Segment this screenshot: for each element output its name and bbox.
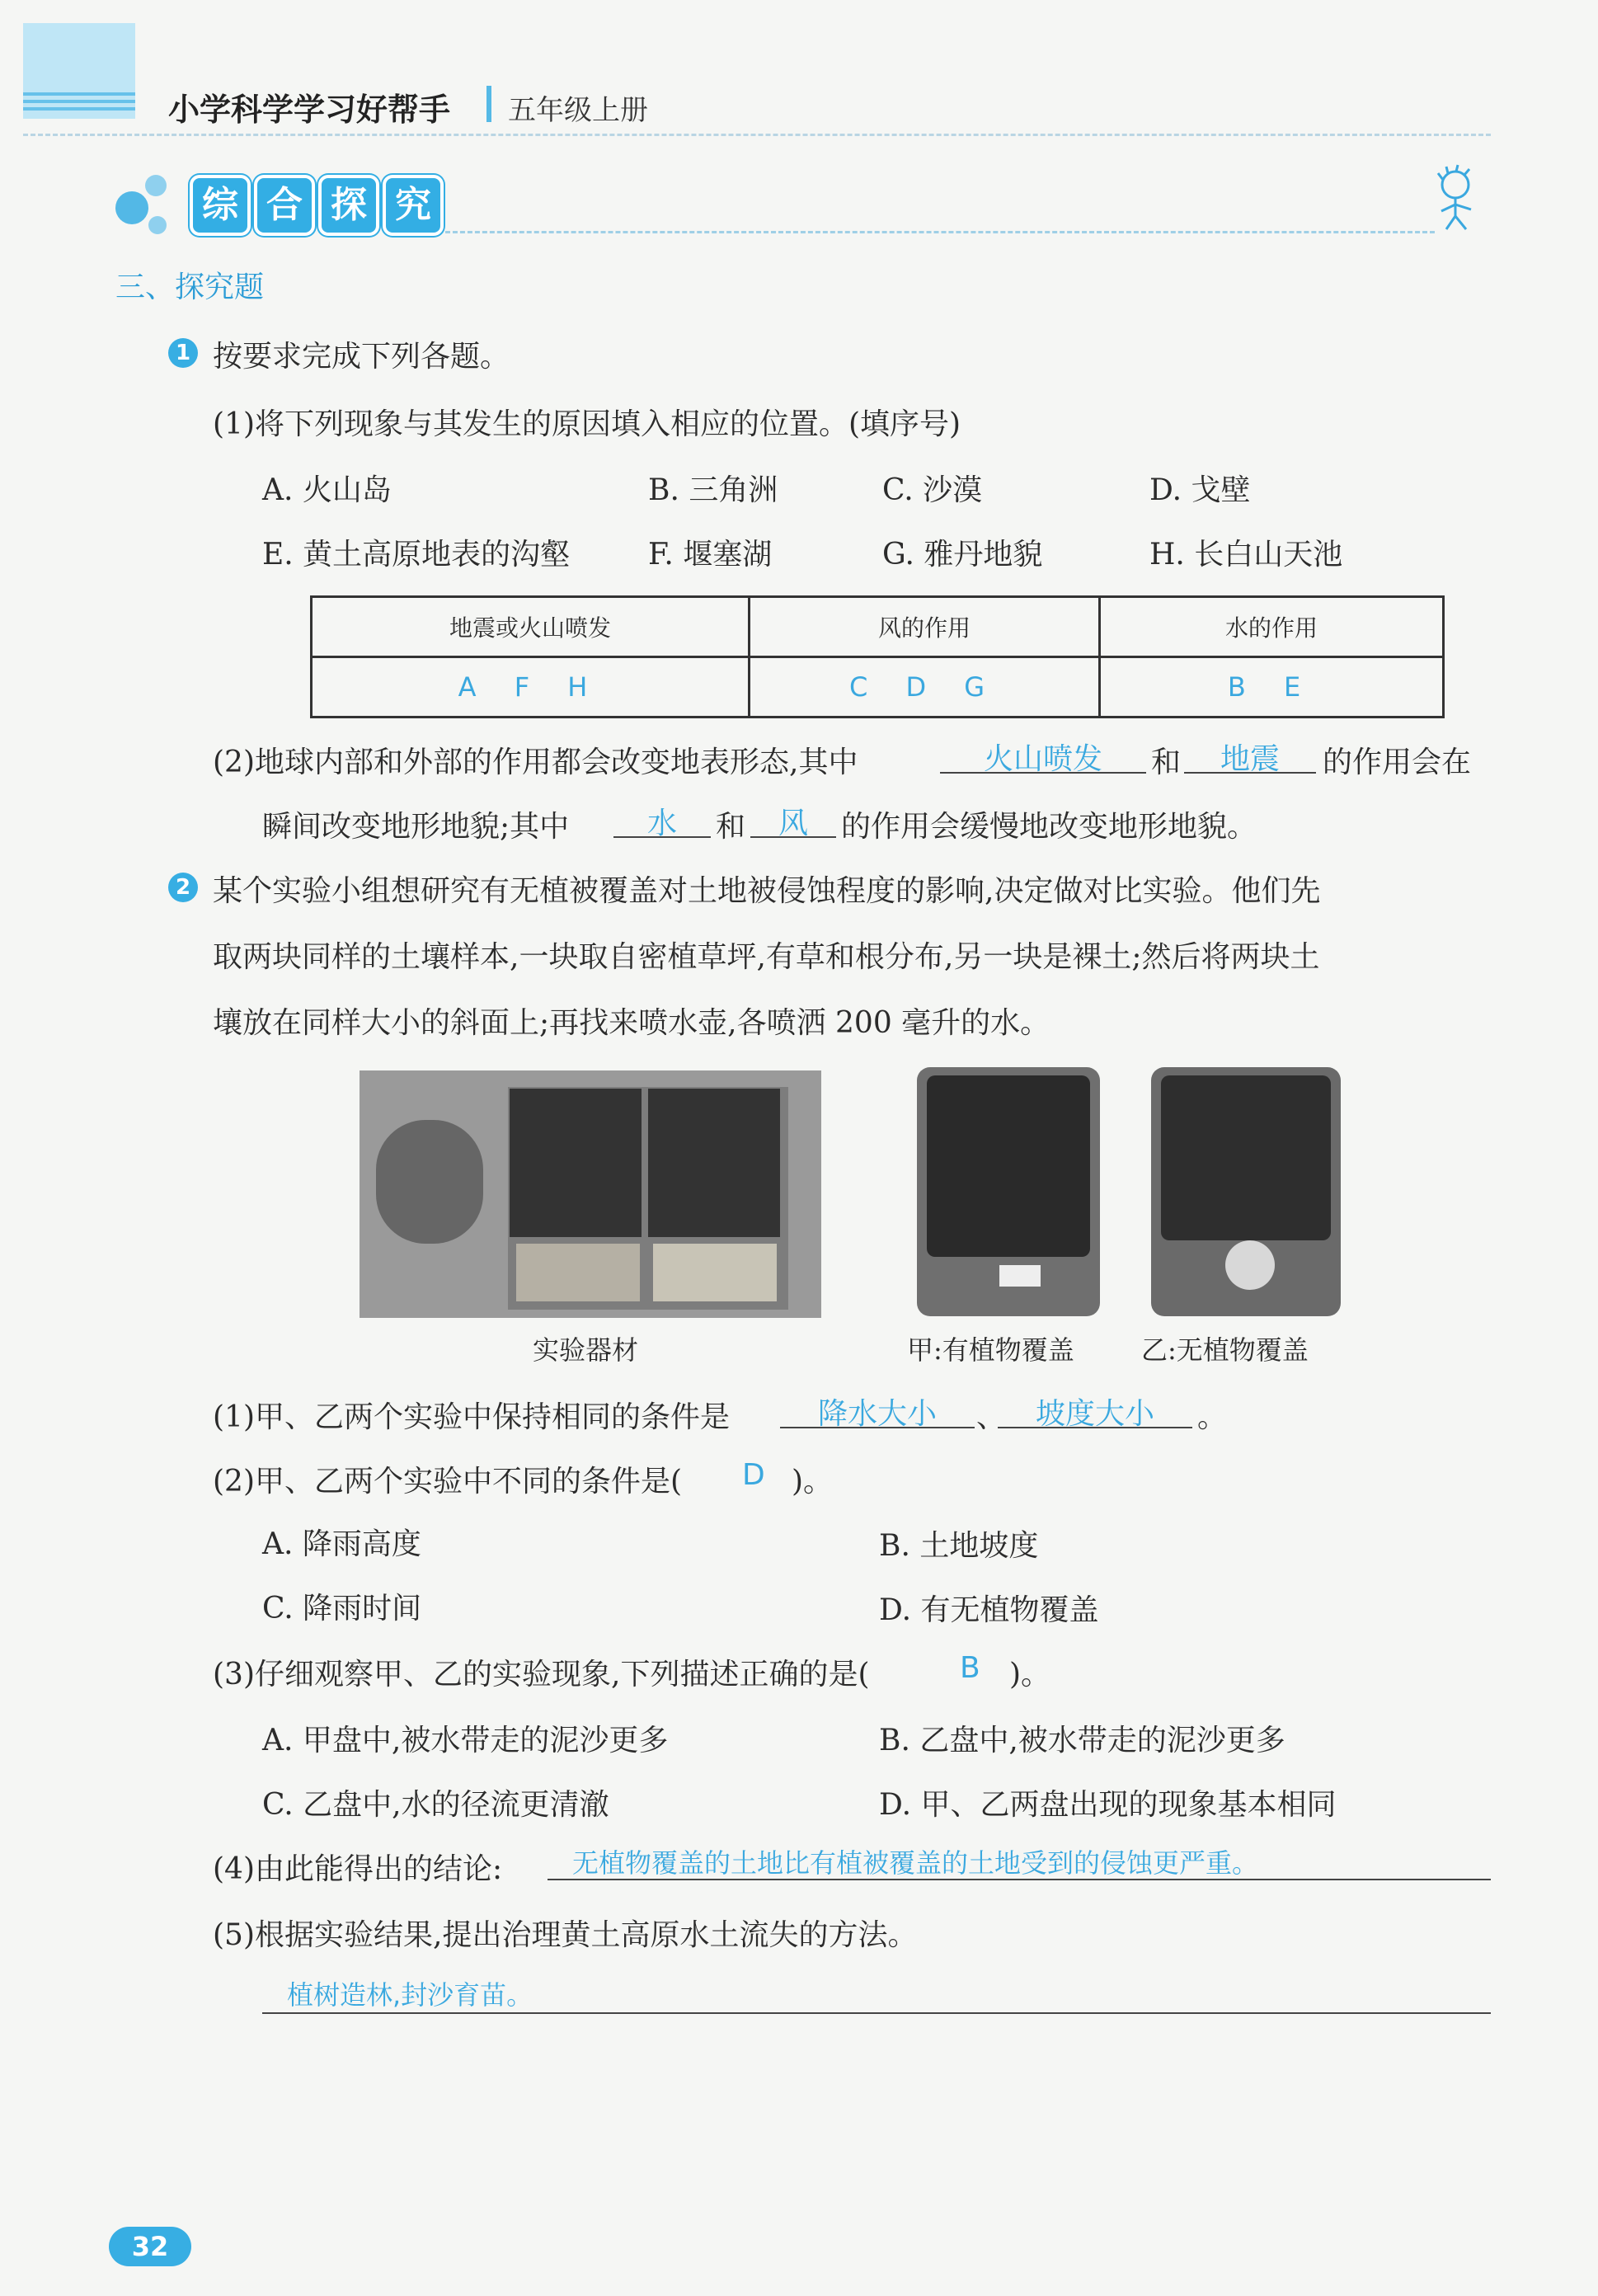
answer-blank: 坡度大小 (998, 1390, 1192, 1428)
table-answer: B E (1100, 657, 1444, 718)
q1-part2-text: (2)地球内部和外部的作用都会改变地表形态,其中 (213, 746, 858, 779)
option-c: C. 沙漠 (882, 473, 983, 507)
option-g: G. 雅丹地貌 (882, 538, 1043, 572)
stickman-icon (1418, 162, 1492, 236)
option-b: B. 土地坡度 (879, 1529, 1039, 1563)
option-d: D. 戈壁 (1149, 473, 1251, 507)
banner-char-3: 探 (318, 175, 379, 236)
q2-part3-text: (3)仔细观察甲、乙的实验现象,下列描述正确的是( (213, 1658, 870, 1691)
photo-yi (1151, 1067, 1341, 1316)
materials-photo (360, 1070, 821, 1318)
q2-part3-end: )。 (1009, 1658, 1051, 1691)
photo-jia (917, 1067, 1100, 1316)
option-d: D. 有无植物覆盖 (879, 1593, 1099, 1627)
section-title: 三、探究题 (115, 271, 265, 304)
q1-part2-text: 和 (716, 810, 746, 844)
question-number-1: 1 (168, 338, 198, 368)
table-header: 风的作用 (750, 597, 1100, 657)
table-answer: C D G (750, 657, 1100, 718)
q2-part2-end: )。 (792, 1465, 834, 1499)
table-answer: A F H (312, 657, 750, 718)
banner-char-2: 合 (254, 175, 315, 236)
q1-part2-text: 的作用会在 (1323, 746, 1472, 779)
caption-yi: 乙:无植物覆盖 (1141, 1334, 1309, 1366)
answer-choice: B (960, 1651, 980, 1685)
option-a: A. 火山岛 (262, 473, 392, 507)
answer-choice: D (742, 1458, 765, 1492)
answer-blank: 风 (750, 800, 836, 838)
q1-part2-text: 和 (1151, 746, 1182, 779)
table-header: 地震或火山喷发 (312, 597, 750, 657)
option-b: B. 乙盘中,被水带走的泥沙更多 (879, 1724, 1285, 1757)
q2-part1-end: 。 (1197, 1400, 1228, 1434)
banner-char-4: 究 (383, 175, 444, 236)
book-grade: 五年级上册 (508, 94, 648, 127)
option-c: C. 乙盘中,水的径流更清澈 (262, 1788, 609, 1822)
header-divider (486, 86, 491, 122)
book-title: 小学科学学习好帮手 (168, 92, 451, 128)
q2-part4-text: (4)由此能得出的结论: (213, 1852, 503, 1886)
answer-blank: 水 (613, 800, 711, 838)
q2-part1-sep: 、 (976, 1400, 1007, 1434)
answer-blank: 地震 (1184, 736, 1316, 774)
q1-part2-text: 瞬间改变地形地貌;其中 (262, 810, 570, 844)
banner-char-1: 综 (190, 175, 251, 236)
q2-text-line: 取两块同样的土壤样本,一块取自密植草坪,有草和根分布,另一块是裸土;然后将两块土 (213, 940, 1320, 974)
caption-materials: 实验器材 (533, 1334, 639, 1366)
option-h: H. 长白山天池 (1149, 538, 1343, 572)
option-f: F. 堰塞湖 (648, 538, 773, 572)
option-a: A. 降雨高度 (262, 1527, 421, 1561)
option-e: E. 黄土高原地表的沟壑 (262, 538, 571, 572)
q2-text-line: 某个实验小组想研究有无植被覆盖对土地被侵蚀程度的影响,决定做对比实验。他们先 (213, 874, 1321, 908)
q2-part2-text: (2)甲、乙两个实验中不同的条件是( (213, 1465, 683, 1499)
answer-line: 植树造林,封沙育苗。 (262, 1974, 1491, 2014)
option-d: D. 甲、乙两盘出现的现象基本相同 (879, 1788, 1337, 1822)
option-c: C. 降雨时间 (262, 1592, 422, 1626)
q2-part1-text: (1)甲、乙两个实验中保持相同的条件是 (213, 1400, 730, 1434)
q1-prompt: 按要求完成下列各题。 (213, 340, 510, 374)
header-rule (23, 134, 1491, 136)
q1-part2-text: 的作用会缓慢地改变地形地貌。 (841, 810, 1257, 844)
page-number: 32 (109, 2227, 191, 2266)
banner-rule (445, 231, 1435, 233)
header-stripes (23, 92, 135, 115)
option-b: B. 三角洲 (648, 473, 778, 507)
q2-text-line: 壤放在同样大小的斜面上;再找来喷水壶,各喷洒 200 毫升的水。 (213, 1006, 1050, 1040)
answer-line: 无植物覆盖的土地比有植被覆盖的土地受到的侵蚀更严重。 (548, 1842, 1491, 1880)
table-header: 水的作用 (1100, 597, 1444, 657)
q2-part5-text: (5)根据实验结果,提出治理黄土高原水土流失的方法。 (213, 1918, 918, 1952)
option-a: A. 甲盘中,被水带走的泥沙更多 (262, 1724, 669, 1757)
caption-jia: 甲:有植物覆盖 (907, 1334, 1074, 1366)
classification-table (310, 595, 1445, 718)
answer-blank: 降水大小 (780, 1390, 975, 1428)
question-number-2: 2 (168, 873, 198, 902)
q1-part1-prompt: (1)将下列现象与其发生的原因填入相应的位置。(填序号) (213, 407, 961, 441)
answer-blank: 火山喷发 (940, 736, 1146, 774)
